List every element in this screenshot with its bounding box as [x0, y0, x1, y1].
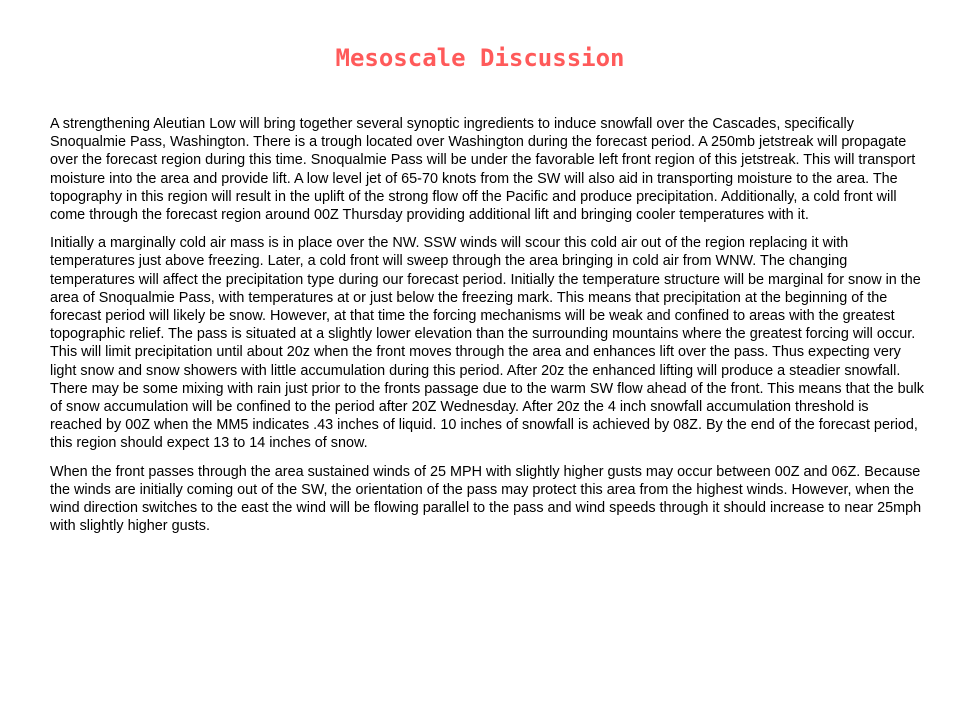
paragraph-winds: When the front passes through the area sustained winds of 25 MPH with slightly higher gusts may occur between 00Z and 06Z. Because the winds are initially coming out of the SW, the orientation of the pass may protect this area from the highest winds. However, when the wind direction switches to the east the wind will be flowing parallel to the pass and wind speeds through it should increase to near 25mph with slightly higher gusts. — [50, 463, 922, 535]
slide-title: Mesoscale Discussion — [335, 44, 625, 72]
paragraph-temperature-precipitation: Initially a marginally cold air mass is in place over the NW. SSW winds will scour this cold air out of the region replacing it with temperatures just above freezing. Later, a cold front will sweep through the area bringing in cold air from WNW. The changing temperatures will affect the precipitation type during our forecast period. Initially the temperature structure will be marginal for snow in the area of Snoqualmie Pass, with temperatures at or just below the freezing mark. This means that precipitation at the beginning of the forecast period will likely be snow. However, at that time the forcing mechanisms will be weak and confined to areas with the greatest topographic relief. The pass is situated at a slightly lower elevation than the surrounding mountains where the greatest forcing will occur. This will limit precipitation until about 20z when the front moves through the area and enhances lift over the pass. Thus expecting very light snow and snow showers with little accumulation during this period. After 20z the enhanced lifting will produce a steadier snowfall. There may be some mixing with rain just prior to the fronts passage due to the warm SW flow ahead of the front. This means that the bulk of snow accumulation will be confined to the period after 20Z Wednesday. After 20z the 4 inch snowfall accumulation threshold is reached by 00Z when the MM5 indicates .43 inches of liquid. 10 inches of snowfall is achieved by 08Z. By the end of the forecast period, this region should expect 13 to 14 inches of snow. — [50, 235, 924, 452]
slide-body — [50, 115, 924, 545]
paragraph-overview: A strengthening Aleutian Low will bring together several synoptic ingredients to induce snowfall over the Cascades, specifically Snoqualmie Pass, Washington. There is a trough located over Washington during the forecast period. A 250mb jetstreak will propagate over the forecast region during this time. Snoqualmie Pass will be under the favorable left front region of this jetstreak. This will transport moisture into the area and provide lift. A low level jet of 65-70 knots from the SW will also aid in transporting moisture to the area. The topography in this region will result in the uplift of the strong flow off the Pacific and produce precipitation. Additionally, a cold front will come through the forecast region around 00Z Thursday providing additional lift and bringing cooler temperatures with it. — [50, 116, 916, 224]
